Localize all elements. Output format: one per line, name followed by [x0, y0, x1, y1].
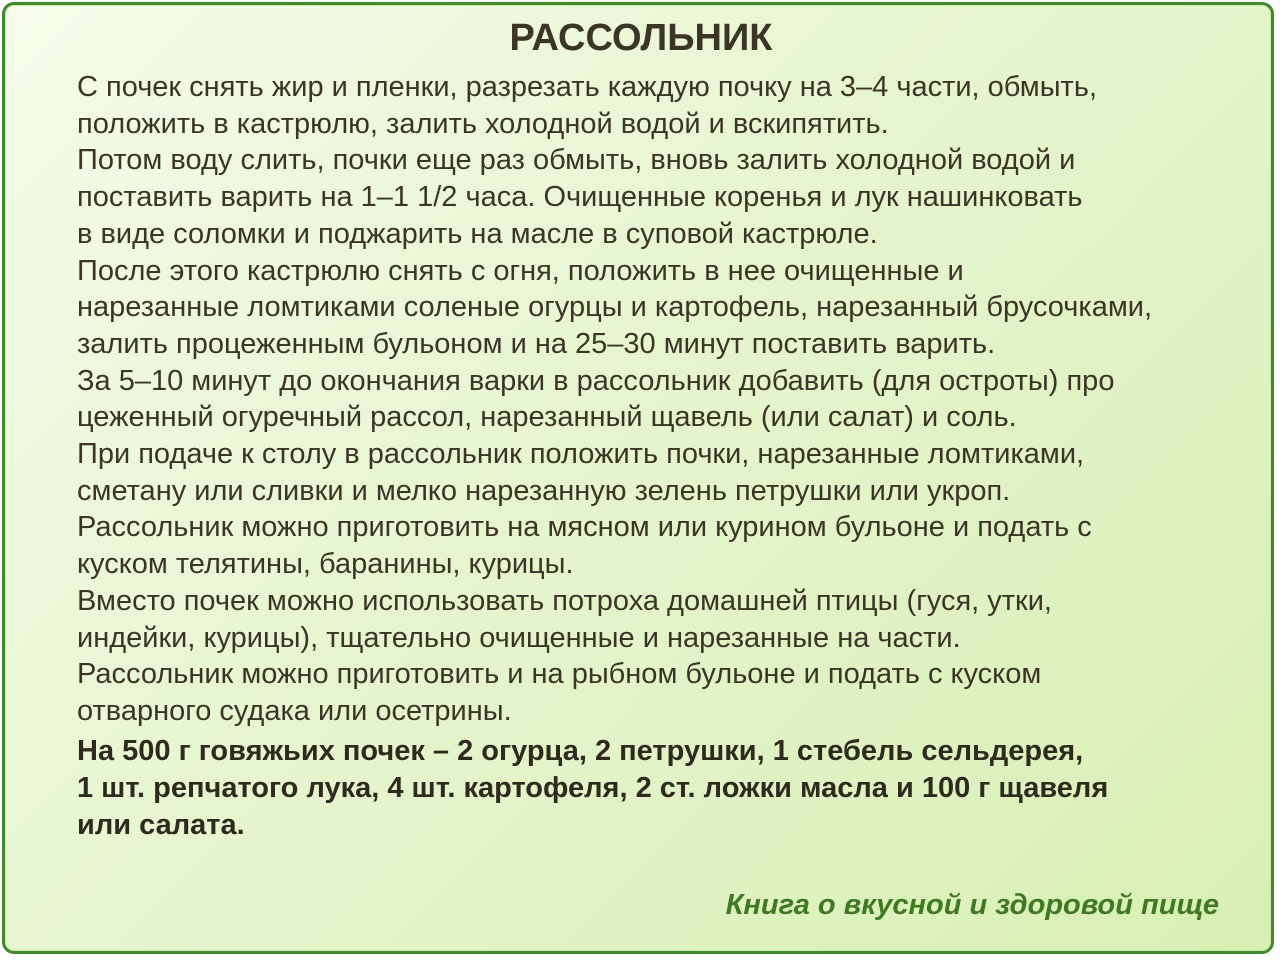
- recipe-line: цеженный огуречный рассол, нарезанный щавель (или салат) и соль.: [77, 401, 1017, 434]
- recipe-instructions: [77, 69, 1267, 730]
- recipe-line: индейки, курицы), тщательно очищенные и нарезанные на части.: [77, 621, 961, 654]
- recipe-line: После этого кастрюлю снять с огня, положить в нее очищенные и: [77, 254, 964, 287]
- recipe-line: Рассольник можно приготовить и на рыбном бульоне и подать с куском: [77, 658, 1042, 691]
- recipe-line: За 5–10 минут до окончания варки в рассольник добавить (для остроты) про: [77, 364, 1115, 397]
- recipe-line: Рассольник можно приготовить на мясном или курином бульоне и подать с: [77, 511, 1092, 544]
- recipe-line: куском телятины, баранины, курицы.: [77, 548, 574, 581]
- recipe-line: Потом воду слить, почки еще раз обмыть, вновь залить холодной водой и: [77, 144, 1076, 177]
- source-attribution: Книга о вкусной и здоровой пище: [725, 889, 1219, 921]
- recipe-line: нарезанные ломтиками соленые огурцы и картофель, нарезанный брусочками,: [77, 291, 1153, 324]
- recipe-line: С почек снять жир и пленки, разрезать каждую почку на 3–4 части, обмыть,: [77, 71, 1097, 103]
- recipe-line: в виде соломки и поджарить на масле в суповой кастрюле.: [77, 217, 878, 250]
- recipe-line: положить в кастрюлю, залить холодной водой и вскипятить.: [77, 107, 889, 140]
- ingredients-line: или салата.: [77, 809, 245, 841]
- recipe-line: залить процеженным бульоном и на 25–30 минут поставить варить.: [77, 327, 996, 360]
- recipe-title: РАССОЛЬНИК: [509, 17, 773, 59]
- ingredients-list: [77, 733, 1267, 844]
- recipe-line: Вместо почек можно использовать потроха домашней птицы (гуся, утки,: [77, 584, 1052, 617]
- recipe-line: При подаче к столу в рассольник положить почки, нарезанные ломтиками,: [77, 438, 1085, 471]
- recipe-line: отварного судака или осетрины.: [77, 694, 512, 727]
- recipe-line: сметану или сливки и мелко нарезанную зелень петрушки или укроп.: [77, 474, 1011, 507]
- ingredients-line: 1 шт. репчатого лука, 4 шт. картофеля, 2 ст. ложки масла и 100 г щавеля: [77, 772, 1109, 804]
- recipe-card: [2, 2, 1274, 954]
- ingredients-line: На 500 г говяжьих почек – 2 огурца, 2 петрушки, 1 стебель сельдерея,: [77, 735, 1084, 767]
- recipe-line: поставить варить на 1–1 1/2 часа. Очищенные коренья и лук нашинковать: [77, 181, 1083, 214]
